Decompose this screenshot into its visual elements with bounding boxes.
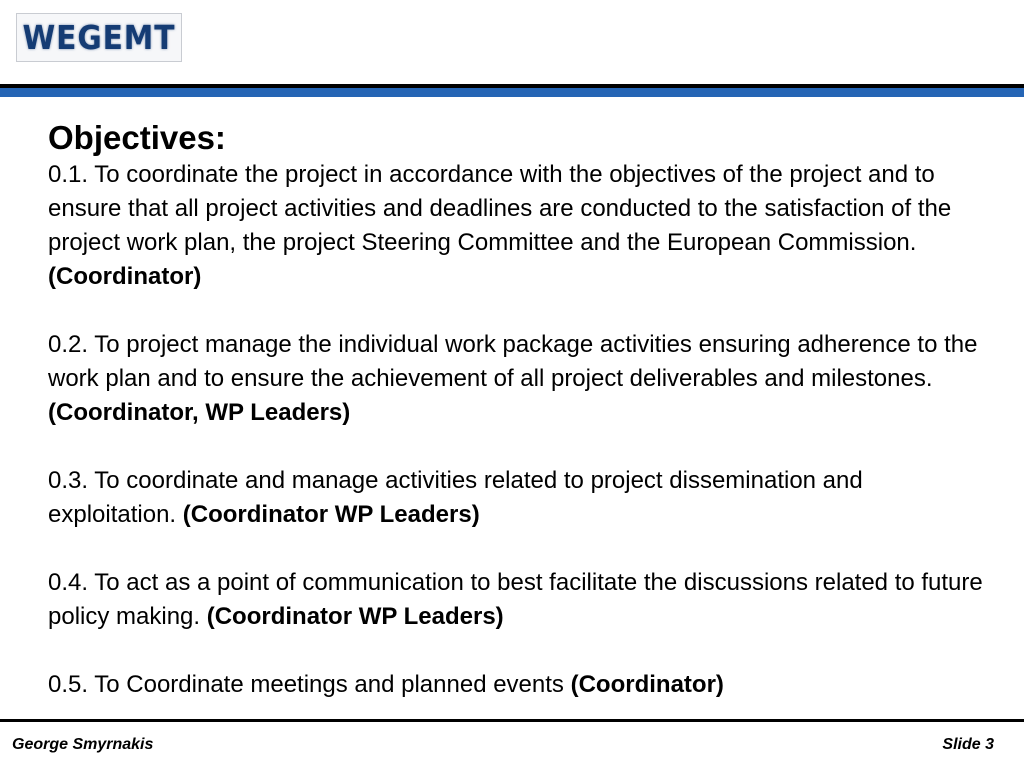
objective-text: 0.4. To act as a point of communication to best facilitate the discussions related to future policy making. xyxy=(48,569,983,630)
objective-item xyxy=(48,566,988,634)
slide-content xyxy=(48,118,988,702)
objective-text: 0.1. To coordinate the project in accordance with the objectives of the project and to ensure that all project activities and deadlines are conducted to the satisfaction of the project work plan, the project Steering Committee and the European Commission. xyxy=(48,161,952,256)
wegemt-logo xyxy=(16,13,182,62)
footer-author: George Smyrnakis xyxy=(12,736,154,753)
objective-text: 0.2. To project manage the individual work package activities ensuring adherence to the work plan and to ensure the achievement of all project deliverables and milestones. xyxy=(48,331,978,392)
slide-number: Slide 3 xyxy=(942,736,994,753)
slide-title: Objectives: xyxy=(48,119,226,156)
objective-role: (Coordinator WP Leaders) xyxy=(182,501,480,528)
objective-item xyxy=(48,328,988,430)
objective-item xyxy=(48,668,988,702)
objective-item xyxy=(48,158,988,294)
objective-item xyxy=(48,464,988,532)
objective-role: (Coordinator WP Leaders) xyxy=(206,603,504,630)
objective-text: 0.5. To Coordinate meetings and planned events xyxy=(48,671,564,698)
objective-role: (Coordinator, WP Leaders) xyxy=(48,399,351,426)
objective-role: (Coordinator) xyxy=(48,263,202,290)
header-divider-blue xyxy=(0,88,1024,97)
objective-role: (Coordinator) xyxy=(570,671,724,698)
footer-divider xyxy=(0,719,1024,722)
objective-text: 0.3. To coordinate and manage activities related to project dissemination and exploitation. xyxy=(48,467,863,528)
logo-text: WEGEMT xyxy=(22,18,176,57)
